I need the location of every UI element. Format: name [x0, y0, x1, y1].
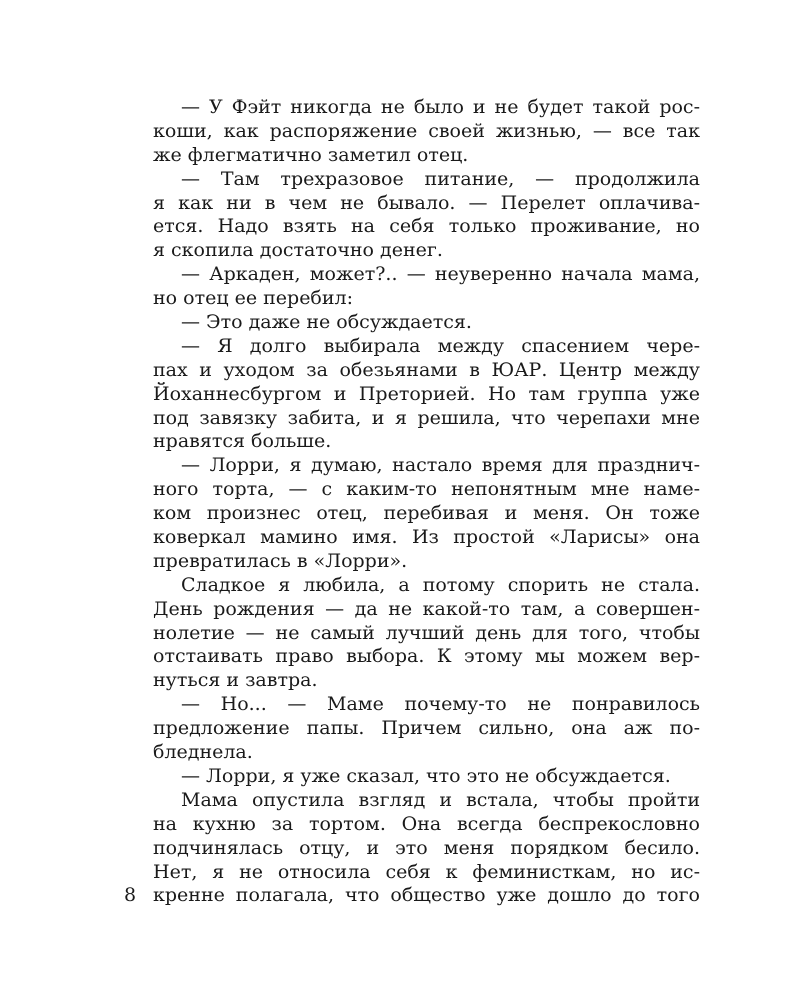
text-line: нолетие — не самый лучший день для того, чтобы [153, 621, 700, 644]
text-line: — Лорри, я уже сказал, что это не обсуждается. [181, 764, 671, 787]
text-line: пах и уходом за обезьянами в ЮАР. Центр между [153, 358, 700, 381]
text-line: нуться и завтра. [153, 669, 318, 692]
text-line: Нет, я не относила себя к феминисткам, но ис- [153, 860, 700, 883]
text-line: — Аркаден, может?.. — неуверенно начала мама, [181, 263, 700, 286]
text-line: — Это даже не обсуждается. [181, 311, 472, 334]
text-line: День рождения — да не какой-то там, а совершен- [153, 597, 700, 620]
text-line: коши, как распоряжение своей жизнью, — все так [153, 119, 700, 142]
text-line: Сладкое я любила, а потому спорить не стала. [181, 573, 700, 596]
text-line: на кухню за тортом. Она всегда беспрекословно [153, 812, 700, 835]
text-line: Йоханнесбургом и Преторией. Но там группа уже [153, 382, 700, 405]
text-line: — Но... — Маме почему-то не понравилось [181, 693, 700, 716]
text-line: Мама опустила взгляд и встала, чтобы пройти [181, 788, 700, 811]
text-line: — У Фэйт никогда не было и не будет такой рос- [181, 96, 700, 118]
text-line: превратилась в «Лорри». [153, 549, 408, 572]
text-line: я как ни в чем не бывало. — Перелет оплачива- [153, 191, 700, 214]
text-line: я скопила достаточно денег. [153, 239, 443, 262]
text-line: кренне полагала, что общество уже дошло до того [153, 884, 700, 907]
text-line: под завязку забита, и я решила, что черепахи мне [153, 406, 700, 429]
body-text [153, 96, 700, 908]
text-line: подчинялась отцу, и это меня порядком бесило. [153, 836, 700, 859]
text-line: — Лорри, я думаю, настало время для празднич- [181, 454, 700, 477]
page-number: 8 [124, 884, 137, 906]
text-line: нравятся больше. [153, 430, 332, 453]
text-line: же флегматично заметил отец. [153, 143, 469, 166]
text-line: ного торта, — с каким-то непонятным мне наме- [153, 478, 700, 501]
text-line: коверкал мамино имя. Из простой «Ларисы» она [153, 526, 700, 549]
text-line: — Я долго выбирала между спасением чере- [181, 334, 700, 357]
text-line: ком произнес отец, перебивая и меня. Он тоже [153, 502, 700, 525]
text-line: ется. Надо взять на себя только проживание, но [153, 215, 700, 238]
text-line: предложение папы. Причем сильно, она аж по- [153, 717, 700, 740]
text-line: но отец ее перебил: [153, 287, 354, 310]
text-line: бледнела. [153, 741, 253, 764]
text-line: — Там трехразовое питание, — продолжила [181, 167, 700, 190]
text-line: отстаивать право выбора. К этому мы можем вер- [153, 645, 700, 668]
